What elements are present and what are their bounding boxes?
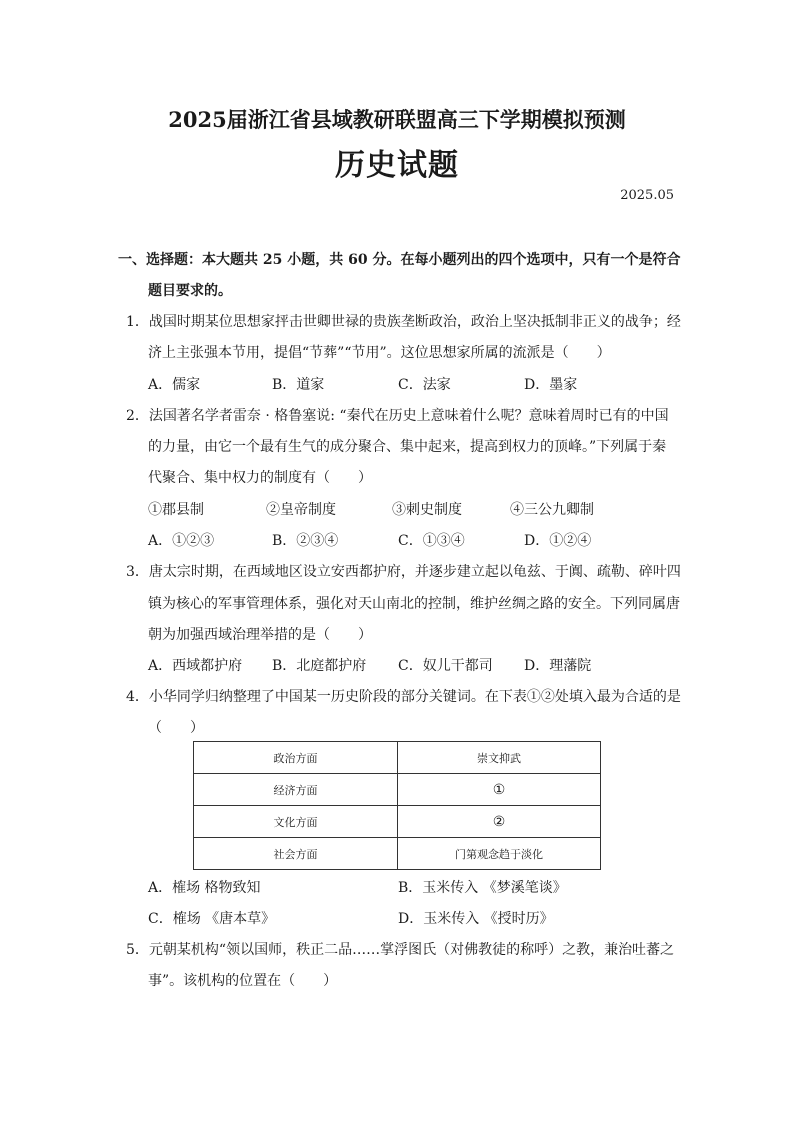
q3-line2: 镇为核心的军事管理体系，强化对天山南北的控制，维护丝绸之路的安全。下列同属唐 xyxy=(148,596,680,612)
q1-option-d[interactable]: D．墨家 xyxy=(524,377,578,393)
q2-line3: 代聚合、集中权力的制度有（ ） xyxy=(148,470,372,486)
q3-line1: 3．唐太宗时期，在西域地区设立安西都护府，并逐步建立起以龟兹、于阗、疏勒、碎叶四 xyxy=(126,564,681,580)
q2-option-b[interactable]: B．②③④ xyxy=(272,533,339,549)
q2-item-2: ②皇帝制度 xyxy=(266,502,336,518)
section-heading-line2: 题目要求的。 xyxy=(148,283,232,299)
table-cell: 门第观念趋于淡化 xyxy=(398,838,601,870)
table-row xyxy=(194,742,601,774)
q2-option-a[interactable]: A．①②③ xyxy=(148,533,215,549)
q1-option-a[interactable]: A．儒家 xyxy=(148,377,201,393)
q1-option-c[interactable]: C．法家 xyxy=(398,377,451,393)
q4-keyword-table xyxy=(193,741,601,870)
q2-item-1: ①郡县制 xyxy=(148,502,204,518)
table-cell: ② xyxy=(398,806,601,838)
q5-line2: 事”。该机构的位置在（ ） xyxy=(148,973,338,989)
q2-item-4: ④三公九卿制 xyxy=(510,502,594,518)
table-cell: ① xyxy=(398,774,601,806)
q3-option-c[interactable]: C．奴儿干都司 xyxy=(398,658,493,674)
q4-option-c[interactable]: C．榷场 《唐本草》 xyxy=(148,911,276,927)
section-heading-line1: 一、选择题：本大题共 25 小题，共 60 分。在每小题列出的四个选项中，只有一个是符合 xyxy=(118,252,681,268)
q3-option-b[interactable]: B．北庭都护府 xyxy=(272,658,367,674)
table-row xyxy=(194,806,601,838)
exam-date: 2025.05 xyxy=(620,188,674,203)
q3-line3: 朝为加强西域治理举措的是（ ） xyxy=(148,627,372,643)
q2-item-3: ③刺史制度 xyxy=(392,502,462,518)
table-cell: 经济方面 xyxy=(194,774,398,806)
q1-option-b[interactable]: B．道家 xyxy=(272,377,325,393)
q4-line1: 4．小华同学归纳整理了中国某一历史阶段的部分关键词。在下表①②处填入最为合适的是 xyxy=(126,689,681,705)
q2-option-d[interactable]: D．①②④ xyxy=(524,533,592,549)
exam-title: 2025届浙江省县域教研联盟高三下学期模拟预测 xyxy=(168,107,626,132)
q4-line2: （ ） xyxy=(148,720,204,736)
q1-line2: 济上主张强本节用，提倡“节葬”“节用”。这位思想家所属的流派是（ ） xyxy=(148,345,611,361)
table-cell: 崇文抑武 xyxy=(398,742,601,774)
q3-option-a[interactable]: A．西域都护府 xyxy=(148,658,243,674)
exam-subject-title: 历史试题 xyxy=(335,148,459,183)
q4-option-b[interactable]: B．玉米传入 《梦溪笔谈》 xyxy=(398,880,567,896)
q2-line2: 的力量，由它一个最有生气的成分聚合、集中起来，提高到权力的顶峰。”下列属于秦 xyxy=(148,439,667,455)
q4-option-a[interactable]: A．榷场 格物致知 xyxy=(148,880,261,896)
table-row xyxy=(194,838,601,870)
q4-option-d[interactable]: D．玉米传入 《授时历》 xyxy=(398,911,554,927)
table-row xyxy=(194,774,601,806)
table-cell: 政治方面 xyxy=(194,742,398,774)
q1-line1: 1．战国时期某位思想家抨击世卿世禄的贵族垄断政治，政治上坚决抵制非正义的战争；经 xyxy=(126,314,681,330)
table-cell: 文化方面 xyxy=(194,806,398,838)
q3-option-d[interactable]: D．理藩院 xyxy=(524,658,592,674)
table-cell: 社会方面 xyxy=(194,838,398,870)
q5-line1: 5．元朝某机构“领以国师，秩正二品……掌浮图氏（对佛教徒的称呼）之教，兼治吐蕃之 xyxy=(126,942,675,958)
q2-option-c[interactable]: C．①③④ xyxy=(398,533,465,549)
q2-line1: 2．法国著名学者雷奈 · 格鲁塞说: “秦代在历史上意味着什么呢？意味着周时已有的中国 xyxy=(126,408,669,424)
